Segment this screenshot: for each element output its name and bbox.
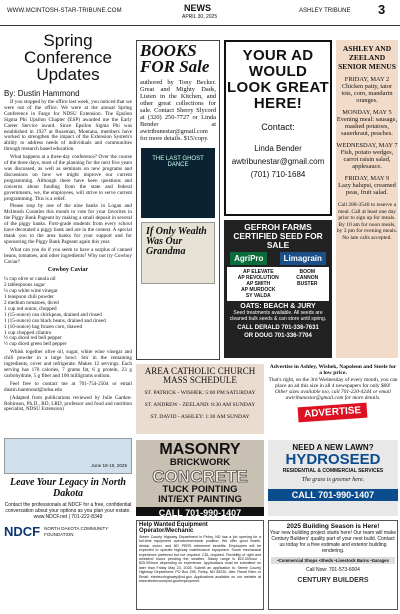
builder-heading: 2025 Building Season is Here! xyxy=(286,523,380,530)
contact-phone: (701) 710-1684 xyxy=(250,170,306,179)
builder-services: •Commercial Shops •Sheds •Livestock Barns •Garages xyxy=(271,557,395,564)
recipe-source: (Adapted from publications reviewed by Julie Garden-Robinson, Ph.D., RD, LRD, professor and food and nutrition specialist, NDSU Extension) xyxy=(4,394,132,413)
menu-day: FRIDAY, MAY 9 xyxy=(344,175,390,182)
mass-time: ST. DAVID - ASHLEY: 1:30 AM SUNDAY xyxy=(150,414,250,420)
article-body xyxy=(4,100,132,413)
menu-heading: ASHLEY AND ZEELAND SENIOR MENUS xyxy=(338,44,396,71)
hydroseed-line: NEED A NEW LAWN? xyxy=(292,443,374,452)
banner-date: June 18-19, 2025 xyxy=(91,463,127,468)
masonry-call: CALL 701-990-1407 xyxy=(136,507,264,516)
mass-heading: AREA CATHOLIC CHURCH MASS SCHEDULE xyxy=(144,366,256,385)
help-heading: Help Wanted Equipment Operator/Mechanic xyxy=(139,522,208,534)
article-paragraph: What can you do if you seem to have a surplus of canned beans, tomatoes, and other ingredients? Why not try Cowboy Caviar? xyxy=(4,246,132,265)
masonry-line: BRICKWORK xyxy=(169,457,231,468)
books-ad-text: authored by Tony Becker. Great and Mighty Dads, Listen in the Kitchen, and other great collections for sale. Contact Sherry Slycord at (320) 250-7727 or Linda Bender at awtribunestar@gmail.com for more details. $15/copy. xyxy=(140,79,216,142)
article-paragraph: Please stop by one of the nine banks in Logan and McIntosh Counties this month to vote for your favorites in the Piggy Bank Pageant by making a small deposit in several of the piggy banks. First-grade students from every school have decorated a piggy bank and are in the contest. A special thank you to the area banks for your support and for sponsoring the Piggy Bank Pageant again this year. xyxy=(4,203,132,245)
recipe-title: Cowboy Caviar xyxy=(47,267,89,274)
menu-day: FRIDAY, MAY 2 xyxy=(344,76,390,83)
legacy-headline: Leave Your Legacy in North Dakota xyxy=(10,477,126,499)
recipe-method: Whisk together olive oil, sugar, white wine vinegar and chili powder in a large bowl. Stir in the remaining ingredients, cover and refrigerate. Makes 12 servings. Each serving has 170 calories, 7 grams fat, 6 g protein, 23 g carbohydrate, 5 g fiber and 100 milligrams sodium. xyxy=(4,349,132,379)
article-paragraph: If you stopped by the office last week, you noticed that we were out of the office. We were at the annual Spring Conference in Fargo for NDSU Extension. The Epsilon Sigma Phi Upsilon Chapter (ESP) awarded me the Early Career Service award. Since Epsilon Sigma Phi was established in 1927 at Bozeman, Montana, members have worked to strengthen the impact of the Extension System's ability to address needs of individuals and communities through research based education. xyxy=(4,99,132,153)
call-line: CALL DERALD 701-336-7631 xyxy=(237,325,319,331)
ingredient: 1 (15-ounce) can chickpeas, drained and rinsed xyxy=(4,311,102,318)
senior-menu-box xyxy=(336,40,398,358)
seed-varieties xyxy=(227,267,329,301)
advertise-headline: Advertise in Ashley, Wishek, Napoleon and Steele for a low price. xyxy=(269,364,397,377)
seed-logos xyxy=(224,252,332,265)
your-ad-headline: YOUR AD WOULD LOOK GREAT HERE! xyxy=(227,47,329,112)
contact-name: Linda Bender xyxy=(254,144,302,153)
ingredient: ½ cup diced red bell pepper xyxy=(4,335,62,342)
ingredient: 1 (15-ounce) can black beans, drained and rinsed xyxy=(4,317,106,324)
limagrain-logo: Limagrain xyxy=(280,252,326,265)
masonry-line: INT/EXT PAINTING xyxy=(158,494,242,505)
contact-email[interactable]: awtribunestar@gmail.com xyxy=(231,157,325,166)
legacy-text: Contact the professionals at NDCF for a free, confidential conversation about your options as you plan your estate. www.NDCF.net | 701-222-8349 xyxy=(4,502,132,520)
menu-meal: Fish, potato wedges, carrot raisin salad, applesauce. xyxy=(340,149,394,170)
call-info xyxy=(224,325,332,340)
gefroh-farms-ad xyxy=(224,220,332,358)
paper-name: ASHLEY TRIBUNE xyxy=(299,8,351,14)
hydroseed-line: The grass is greener here. xyxy=(301,477,365,483)
variety: BUSTER xyxy=(296,281,318,287)
hydroseed-ad xyxy=(268,440,398,516)
call-line: OR DOUG 701-336-7704 xyxy=(244,332,312,339)
hydroseed-call: CALL 701-990-1407 xyxy=(268,489,398,501)
books-for-sale-ad xyxy=(136,40,220,360)
page-number: 3 xyxy=(378,2,386,17)
ingredient: 2 medium tomatoes, diced xyxy=(4,300,59,306)
advertise-text: That's right, on the 3rd Wednesday of every month, you can place an ad this size in all 4 newspapers for only $60! xyxy=(268,376,398,390)
ingredient: ¼ cup white wine vinegar xyxy=(4,288,58,295)
agripro-logo: AgriPro xyxy=(230,252,267,265)
variety: BOOM xyxy=(299,269,316,275)
article-column xyxy=(4,30,132,434)
ingredient: 2 tablespoons sugar xyxy=(4,282,45,289)
books-ad-title: BOOKS FOR Sale xyxy=(140,41,210,76)
help-body: Steele County Highway Department in Finley, ND has a job opening for a full-time equipment operator/mechanic position. We offer good health, dental, vision, and ND PERS retirement benefits. Employees will be expected to operate highway maintenance equipment. Some mechanical experience preferred but not required. CDL required. Flexibility of right and weekend hours pending the weather. Salary range is $22.00/hour - $25.00/hour depending on experience. Applications must be submitted no later than Friday May 23, 2025. Submit an application to: Steele County Highway Department, PO Box 295, Finley, ND 58230. Attn: Randi Elem or Email: steelecohighway@nd.gov. Applications available on our website at www.steelecountynd.gov/employment. xyxy=(139,535,261,584)
builder-text: Your new building project starts here! Our team will make Century Builders' quality part of your next build. Contact us today for a free estimate and exterior building rendering. xyxy=(269,530,397,554)
advertise-box xyxy=(268,364,398,434)
ingredient: 1 cup red onion, chopped xyxy=(4,305,57,312)
menu-day: MONDAY, MAY 5 xyxy=(342,109,392,116)
ingredient: ½ cup diced green bell pepper xyxy=(4,341,67,348)
masonry-line: TUCK POINTING xyxy=(162,484,238,495)
variety: SY VALDA xyxy=(245,293,271,299)
menu-day: WEDNESDAY, MAY 7 xyxy=(336,142,398,149)
variety: CANNON xyxy=(296,275,319,281)
ingredient: 1 (10-ounce) bag frozen corn, thawed xyxy=(4,323,83,330)
advertise-other: Other sizes available too, call 701-220-4244 or email awtribunestar@gmail.com for more details. xyxy=(275,389,391,402)
book-cover-image: THE LAST GHOST DANCE xyxy=(141,148,215,218)
your-ad-here-box xyxy=(224,40,332,216)
menu-meal: Lazy halupsi, creamed peas, fruit salad. xyxy=(338,182,396,196)
article-byline: By: Dustin Hammond xyxy=(4,89,80,98)
author-contact: Feel free to contact me at 701-754-2504 or email dustin.hammond@ndsu.edu xyxy=(4,380,132,393)
hydroseed-line: HYDROSEED xyxy=(285,451,381,468)
ndcf-logo: NDCF xyxy=(4,524,41,539)
masonry-line: CONCRETE xyxy=(152,467,248,486)
ndcf-logo-sub: NORTH DAKOTA COMMUNITY FOUNDATION xyxy=(44,526,109,537)
seed-note: Seed treatments available. All seeds are cleaned bulk seeds & can store until spring. xyxy=(229,310,327,322)
mass-time: ST. PATRICK - WISHEK: 5:00 PM SATURDAY xyxy=(144,390,256,396)
page-header xyxy=(0,0,400,26)
article-title: Spring Conference Updates xyxy=(24,31,112,84)
ingredient: ¼ cup olive or canola oil xyxy=(4,276,56,283)
menu-meal: Chicken patty, tator tots, corn, mandarin oranges. xyxy=(341,83,393,104)
builder-logo: CENTURY BUILDERS xyxy=(297,577,369,584)
issue-date: APRIL 30, 2025 xyxy=(182,14,218,20)
ingredient: 1 teaspoon chili powder xyxy=(4,294,54,301)
varieties-right xyxy=(296,269,318,299)
variety: AP ELEVATE xyxy=(242,269,274,275)
header-url[interactable]: WWW.MCINTOSH-STAR-TRIBUNE.COM xyxy=(7,8,122,14)
ndcf-logo-row xyxy=(4,524,132,539)
contact-label: Contact: xyxy=(261,122,295,132)
contact-details xyxy=(226,142,330,181)
builder-call: Call Now: 701-573-6004 xyxy=(306,567,360,573)
ndcf-ad xyxy=(4,438,132,610)
section-title: NEWS xyxy=(184,3,211,13)
ingredient: 1 cup chopped cilantro xyxy=(4,329,52,336)
menu-note: Call 288-3540 to reserve a meal. Call at least one day prior to sign up for meals. By 10 am for noon meals, by 3 pm for evening meals. No late calls accepted. xyxy=(336,202,398,241)
oats-line: OATS: BEACH & JURY xyxy=(240,303,316,310)
variety: AP MURDOCK xyxy=(241,287,276,293)
gefroh-headline: GEFROH FARMS CERTIFIED SEED FOR SALE xyxy=(233,222,323,250)
article-paragraph: What happens at a three-day conference? Over the course of the three days, most of the planning for the next five years was discussed, as well as seminars on new programs and discussions on how we might improve our current programming. Although there have been questions and concerns about funding from the state and federal governments, we, the employees, will strive to serve current programming. This is a relief. xyxy=(4,154,132,202)
book-cover-image: If Only Wealth Was Our Grandma xyxy=(141,222,215,284)
variety: AP REVOLUTION xyxy=(237,275,279,281)
hydroseed-line: RESIDENTIAL & COMMERCIAL SERVICES xyxy=(282,468,384,474)
help-wanted-ad xyxy=(136,520,264,610)
menu-meal: Evening meal: sausage, mashed potatoes, sauerkraut, peaches. xyxy=(336,116,398,137)
mass-time: ST. ANDREW - ZEELAND: 8:30 AM SUNDAY xyxy=(144,402,256,408)
masonry-line: MASONRY xyxy=(159,441,241,458)
advertise-badge: ADVERTISE xyxy=(298,402,368,422)
ingredient-list xyxy=(4,277,132,348)
mass-schedule-box xyxy=(136,364,264,434)
masonry-ad xyxy=(136,440,264,516)
variety: AP SMITH xyxy=(246,281,271,287)
varieties-left xyxy=(238,269,279,299)
century-builders-ad xyxy=(268,520,398,610)
event-banner xyxy=(4,438,132,474)
